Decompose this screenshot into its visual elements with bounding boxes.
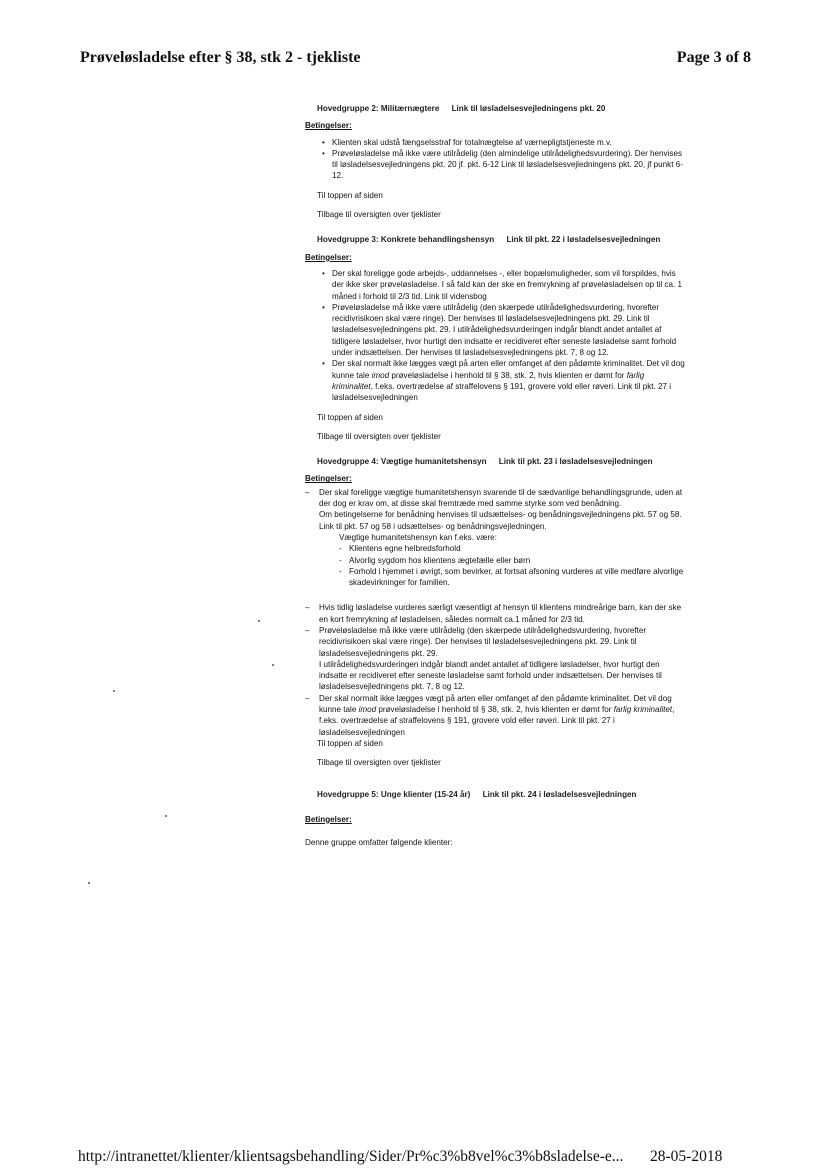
group3-title: Hovedgruppe 3: Konkrete behandlingshensyn — [317, 235, 495, 245]
group5-link[interactable]: Link til pkt. 24 i løsladelsesvejledningen — [482, 789, 637, 799]
scan-speck — [258, 620, 260, 622]
group5-heading — [305, 789, 685, 800]
group5-title: Hovedgruppe 5: Unge klienter (15-24 år) — [317, 789, 471, 799]
group2-title: Hovedgruppe 2: Militærnægtere — [317, 104, 440, 113]
to-top-link[interactable]: Til toppen af siden — [317, 190, 383, 200]
list-item: – Der skal normalt ikke lægges vægt på arten eller omfanget af den pådømte kriminalitet. Det vil dog kunne tale imod prøveløsladelse i henhold til § 38, stk. 2, hvis klienten er dømt for farlig kriminalitet, f.eks. overtrædelse af straffelovens § 191, grovere vold eller røveri. Link til pkt. 27 i løsladelsesvejledningen — [319, 693, 685, 738]
scan-speck — [272, 664, 274, 666]
list-item: - Forhold i hjemmet i øvrigt, som bevirker, at fortsat afsoning vurderes at ville medføre alvorlige skadevirkninger for familien. — [339, 566, 685, 589]
list-item: – Hvis tidlig løsladelse vurderes særligt væsentligt af hensyn til klientens mindreårige barn, kan der ske en kort fremrykning af løsladelsen, således normalt ca.1 måned for 2/3 tid. — [319, 602, 685, 625]
list-item: - Alvorlig sygdom hos klientens ægtefælle eller børn — [339, 555, 685, 566]
group4-conditions-label: Betingelser: — [305, 474, 352, 484]
scan-speck — [113, 690, 115, 692]
back-to-checklists-link[interactable]: Tilbage til oversigten over tjeklister — [317, 431, 441, 441]
group3-link[interactable]: Link til pkt. 22 i løsladelsesvejledningen — [506, 235, 661, 245]
group3-bullet-list — [305, 268, 685, 404]
page-number: Page 3 of 8 — [676, 49, 751, 66]
list-item: - Klientens egne helbredsforhold — [339, 543, 685, 554]
document-body — [305, 103, 685, 848]
group2-conditions-label: Betingelser: — [305, 121, 352, 131]
group5-intro: Denne gruppe omfatter følgende klienter: — [305, 838, 453, 848]
humanitarian-examples-list — [319, 543, 685, 588]
group2-bullet-list — [305, 137, 685, 182]
list-item: • Der skal foreligge gode arbejds-, uddannelses -, eller bopælsmuligheder, som vil forspildes, hvis der ikke sker prøveløsladelse. I så fald kan der ske en fremrykning af prøveløsladelsen op til ca. 1 måned i forhold til 2/3 tid. Link til vidensbog — [325, 268, 685, 302]
list-item: • Prøveløsladelse må ikke være utilrådelig (den almindelige utilrådelighedsvurdering). Der henvises til løsladelsesvejledningens pkt. 20 jf. pkt. 6-12 Link til løsladelsesvejledningens pkt. 20, jf punkt 6-12. — [325, 148, 685, 182]
group4-dash-list — [305, 487, 685, 738]
list-item: • Der skal normalt ikke lægges vægt på arten eller omfanget af den pådømte kriminalitet. Det vil dog kunne tale imod prøveløsladelse i henhold til § 38, stk. 2, hvis klienten er dømt for farlig kriminalitet, f.eks. overtrædelse af straffelovens § 191, grovere vold eller røveri. Link til pkt. 27 i løsladelsesvejledningen — [325, 358, 685, 403]
group3-heading — [305, 234, 685, 245]
scan-speck — [88, 882, 90, 884]
page-header-title: Prøveløsladelse efter § 38, stk 2 - tjekliste — [80, 49, 361, 66]
to-top-link[interactable]: Til toppen af siden — [317, 412, 383, 422]
list-item: • Prøveløsladelse må ikke være utilrådelig (den skærpede utilrådelighedsvurdering, hvorefter recidivrisikoen skal være ringe). Der henvises til løsladelsesvejledningens pkt. 29. Link til løsladelsesvejledningens pkt. 29. I utilrådelighedsvurderingen indgår blandt andet antallet af tidligere løsladelser, hvor hurtigt den indsatte er recidiveret efter seneste løsladelse samt forhold under indsættelsen. Der henvises til løsladelsesvejledningens pkt. 7, 8 og 12. — [325, 302, 685, 358]
back-to-checklists-link[interactable]: Tilbage til oversigten over tjeklister — [317, 758, 441, 768]
group4-link[interactable]: Link til pkt. 23 i løsladelsesvejledningen — [498, 457, 653, 467]
list-item: – Der skal foreligge vægtige humanitetshensyn svarende til de sædvanlige behandlingsgrunde, uden at der dog er krav om, at disse skal fremtræde med samme styrke som ved benådning. Om betingelserne for benådning henvises til udsættelses- og benådningsvejledningens pkt. 57 og 58. Link til pkt. 57 og 58 i udsættelses- og benådningsvejledningen. Vægtige humanitetshensyn kan f.eks. være: - Klientens egne helbredsforhold - Alvorlig sygdom hos klientens ægtefælle eller børn - Forhold i hjemmet i øvrigt, som bevirker, at fortsat afsoning vurderes at ville medføre alvorlige skadevirkninger for familien. — [319, 487, 685, 589]
footer-date: 28-05-2018 — [650, 1148, 723, 1165]
group3-conditions-label: Betingelser: — [305, 252, 352, 262]
group2-heading — [317, 103, 685, 114]
list-item: • Klienten skal udstå fængselsstraf for totalnægtelse af værnepligtstjeneste m.v. — [325, 137, 685, 148]
back-to-checklists-link[interactable]: Tilbage til oversigten over tjeklister — [317, 210, 441, 220]
footer-url: http://intranettet/klienter/klientsagsbehandling/Sider/Pr%c3%b8vel%c3%b8sladelse-e... — [78, 1148, 624, 1165]
group4-title: Hovedgruppe 4: Vægtige humanitetshensyn — [317, 457, 487, 467]
group4-heading — [305, 456, 685, 467]
group2-link[interactable]: Link til løsladelsesvejledningens pkt. 20 — [451, 104, 606, 113]
list-item: – Prøveløsladelse må ikke være utilrådelig (den skærpede utilrådelighedsvurdering, hvorefter recidivrisikoen skal være ringe). Der henvises til løsladelsesvejledningens pkt. 29. Link til løsladelsesvejledningens pkt. 29. I utilrådelighedsvurderingen indgår blandt andet antallet af tidligere løsladelser, hvor hurtigt den indsatte er recidiveret efter seneste løsladelse samt forhold under indsættelsen. Der henvises til løsladelsesvejledningens pkt. 7, 8 og 12. — [319, 625, 685, 693]
scan-speck — [165, 815, 167, 817]
group5-conditions-label: Betingelser: — [305, 814, 352, 824]
to-top-link[interactable]: Til toppen af siden — [317, 738, 383, 748]
